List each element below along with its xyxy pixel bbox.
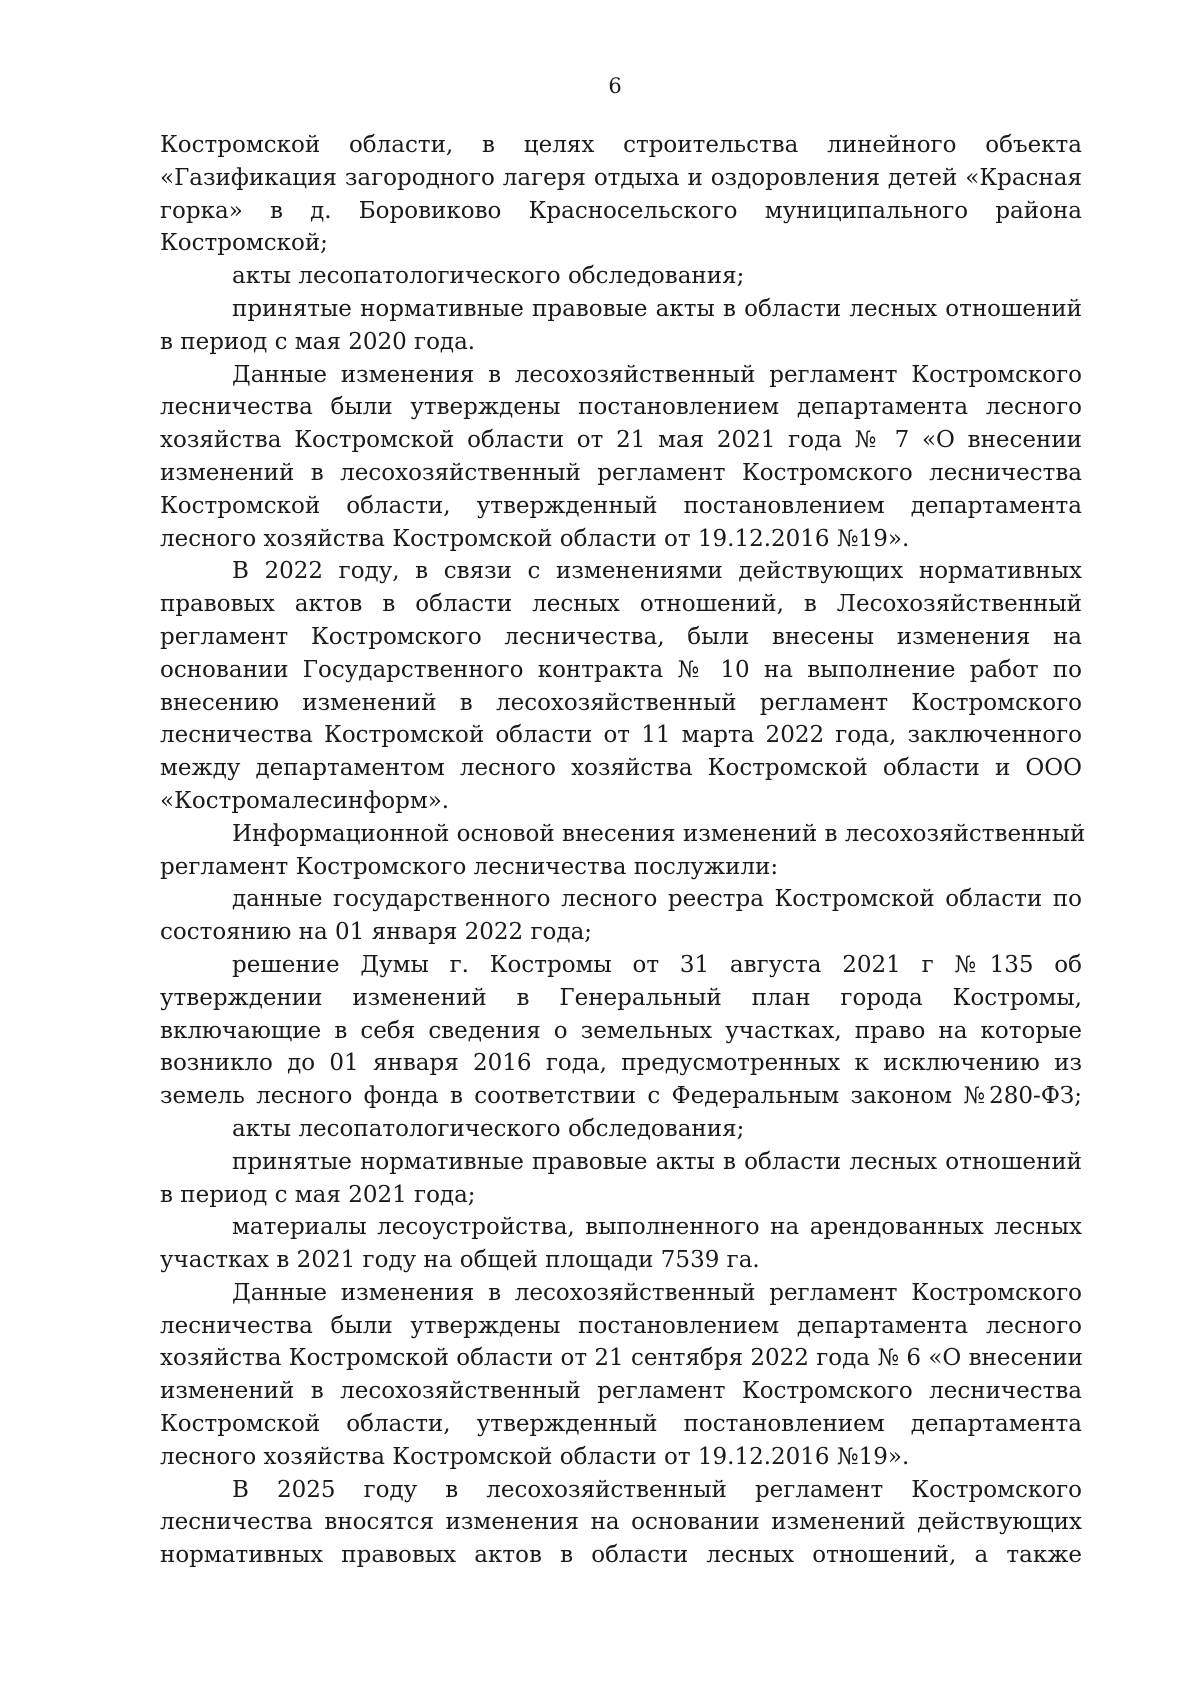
text-line: Информационной основой внесения изменений в лесохозяйственный: [232, 820, 1086, 847]
text-line: участках в 2021 году на общей площади 7539 га.: [160, 1247, 760, 1274]
text-line: включающие в себя сведения о земельных участках, право на которые: [160, 1017, 1082, 1044]
text-line: правовых актов в области лесных отношений, в Лесохозяйственный: [160, 591, 1082, 618]
text-line: решение Думы г. Костромы от 31 августа 2021 г №135 об: [232, 951, 1082, 978]
text-line: Костромской области, утвержденный постановлением департамента: [160, 1411, 1082, 1438]
text-line: земель лесного фонда в соответствии с Федеральным законом №280-ФЗ;: [160, 1083, 1082, 1110]
text-line: хозяйства Костромской области от 21 мая 2021 года № 7 «О внесении: [160, 427, 1082, 454]
text-line: Костромской области, в целях строительства линейного объекта: [160, 132, 1082, 158]
page-number: 6: [608, 74, 622, 98]
text-line: лесничества вносятся изменения на основании изменений действующих: [160, 1509, 1082, 1536]
text-line: основании Государственного контракта № 10 на выполнение работ по: [160, 656, 1082, 683]
text-line: Костромской области, утвержденный постановлением департамента: [160, 492, 1082, 519]
text-line: лесничества были утверждены постановлением департамента лесного: [160, 394, 1082, 421]
text-line: Данные изменения в лесохозяйственный регламент Костромского: [232, 1279, 1082, 1306]
text-line: В 2025 году в лесохозяйственный регламент Костромского: [232, 1476, 1082, 1503]
text-line: принятые нормативные правовые акты в области лесных отношений: [232, 1148, 1082, 1175]
text-line: В 2022 году, в связи с изменениями действующих нормативных: [232, 558, 1082, 585]
text-line: принятые нормативные правовые акты в области лесных отношений: [232, 295, 1082, 322]
text-line: лесничества Костромской области от 11 марта 2022 года, заключенного: [160, 722, 1082, 749]
text-line: лесного хозяйства Костромской области от 19.12.2016 №19».: [160, 1443, 910, 1470]
text-line: изменений в лесохозяйственный регламент Костромского лесничества: [160, 459, 1082, 486]
text-line: нормативных правовых актов в области лесных отношений, а также: [160, 1542, 1082, 1569]
text-line: «Газификация загородного лагеря отдыха и оздоровления детей «Красная: [160, 164, 1082, 191]
text-line: состоянию на 01 января 2022 года;: [160, 919, 593, 946]
text-line: утверждении изменений в Генеральный план города Костромы,: [160, 984, 1082, 1011]
text-line: лесничества были утверждены постановлением департамента лесного: [160, 1312, 1082, 1339]
text-line: акты лесопатологического обследования;: [232, 1115, 745, 1142]
text-line: горка» в д. Боровиково Красносельского муниципального района: [160, 197, 1082, 224]
text-line: материалы лесоустройства, выполненного на арендованных лесных: [232, 1214, 1082, 1241]
text-line: регламент Костромского лесничества, были внесены изменения на: [160, 623, 1082, 650]
text-line: Данные изменения в лесохозяйственный регламент Костромского: [232, 361, 1082, 388]
text-line: между департаментом лесного хозяйства Костромской области и ООО: [160, 755, 1082, 782]
text-line: данные государственного лесного реестра Костромской области по: [232, 886, 1082, 913]
text-line: возникло до 01 января 2016 года, предусмотренных к исключению из: [160, 1050, 1082, 1077]
text-line: в период с мая 2021 года;: [160, 1181, 476, 1208]
text-line: в период с мая 2020 года.: [160, 328, 476, 355]
text-line: Костромской;: [160, 230, 328, 257]
document-body: [160, 129, 1086, 1572]
text-line: изменений в лесохозяйственный регламент Костромского лесничества: [160, 1378, 1082, 1405]
text-line: «Костромалесинформ».: [160, 787, 450, 814]
text-line: лесного хозяйства Костромской области от 19.12.2016 №19».: [160, 525, 910, 552]
text-line: внесению изменений в лесохозяйственный регламент Костромского: [160, 689, 1082, 716]
text-line: акты лесопатологического обследования;: [232, 263, 745, 290]
text-line: хозяйства Костромской области от 21 сентября 2022 года № 6 «О внесении: [160, 1345, 1083, 1372]
text-line: регламент Костромского лесничества послужили:: [160, 853, 779, 880]
